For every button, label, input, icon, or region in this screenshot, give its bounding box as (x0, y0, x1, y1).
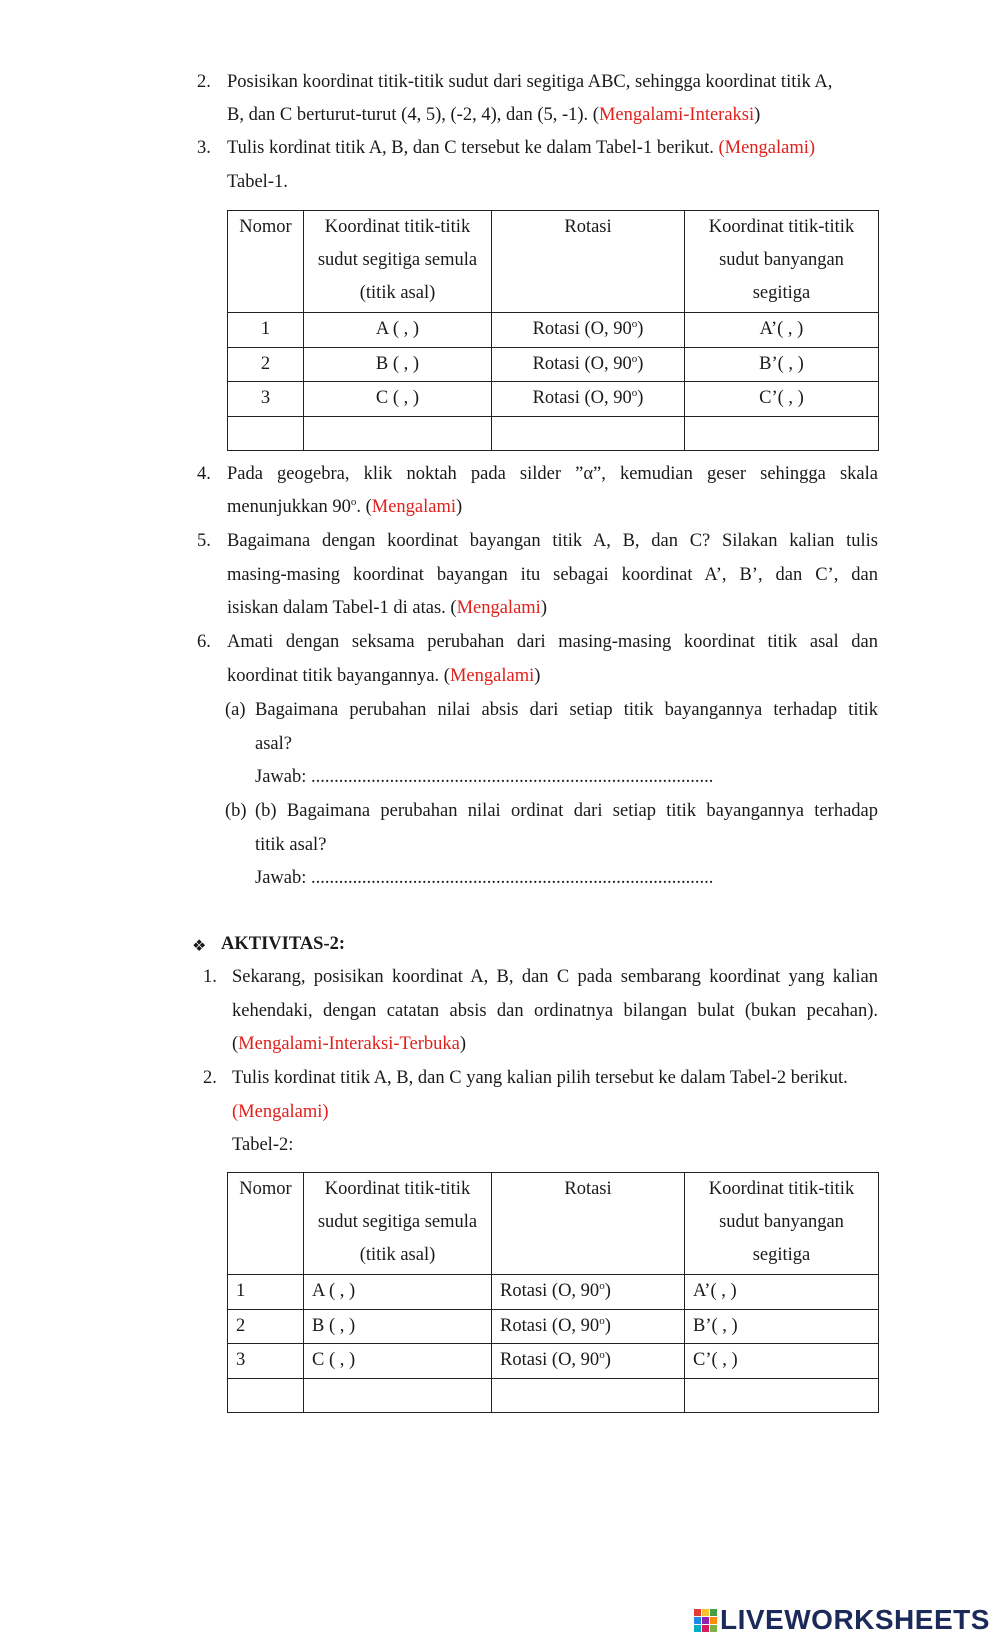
tag-mengalami: Mengalami (598, 105, 684, 125)
akt2-item-1-number: 1. (203, 967, 217, 987)
table-row-empty (228, 417, 879, 451)
cell-bayangan[interactable]: B’( , ) (685, 1310, 879, 1344)
item-2-number: 2. (197, 72, 211, 92)
table-row (228, 348, 879, 382)
cell-asal[interactable]: A ( , ) (304, 313, 492, 348)
sub-a-answer[interactable]: Jawab: ....................................................................................... (255, 767, 714, 787)
item-6-number: 6. (197, 632, 211, 652)
akt2-item-2-line-1: Tulis kordinat titik A, B, dan C yang kalian pilih tersebut ke dalam Tabel-2 berikut. (232, 1068, 848, 1088)
aktivitas-2-title: AKTIVITAS-2: (221, 934, 346, 954)
header-line: (titik asal) (359, 283, 436, 303)
item-3-number: 3. (197, 138, 211, 158)
diamond-bullet-icon: ❖ (192, 936, 207, 955)
paren-close: ) (754, 105, 761, 125)
empty-cell[interactable] (492, 417, 685, 451)
logo-square (694, 1609, 701, 1616)
rot-end: ) (637, 388, 644, 408)
paren-close: ) (534, 666, 541, 686)
item-4-line-2 (227, 495, 463, 517)
table-row-empty (228, 1379, 879, 1413)
table-row (228, 313, 879, 348)
cell-nomor[interactable]: 1 (228, 313, 304, 348)
cell-rotasi (492, 382, 685, 417)
logo-grid-icon (694, 1609, 717, 1632)
cell-bayangan[interactable]: C’( , ) (685, 382, 879, 417)
header-line: Koordinat titik-titik (324, 1179, 471, 1199)
tag-mengalami: Mengalami (238, 1034, 323, 1054)
table-row (228, 382, 879, 417)
paren-close: ) (540, 598, 547, 618)
header-nomor: Nomor (228, 1173, 304, 1275)
cell-asal[interactable]: B ( , ) (304, 1310, 492, 1344)
header-line: Koordinat titik-titik (708, 217, 855, 237)
rot-text: Rotasi (O, 90 (500, 1350, 600, 1370)
liveworksheets-logo[interactable] (694, 1605, 990, 1635)
empty-cell[interactable] (492, 1379, 685, 1413)
tag-mengalami: Mengalami (456, 598, 541, 618)
table-row (228, 1275, 879, 1310)
tag-interaksi: Interaksi (689, 105, 755, 125)
item-5-line-3 (227, 599, 547, 618)
akt2-item-2-number: 2. (203, 1068, 217, 1088)
logo-square (710, 1625, 717, 1632)
tag-mengalami: Mengalami (371, 497, 457, 517)
table-2-caption: Tabel-2: (232, 1135, 294, 1155)
rot-end: ) (637, 319, 644, 339)
cell-nomor[interactable]: 2 (228, 348, 304, 382)
item-3-text: Tulis kordinat titik A, B, dan C tersebut ke dalam Tabel-1 berikut. (227, 138, 714, 158)
rot-end: ) (637, 354, 644, 374)
table-row (228, 1310, 879, 1344)
tag-dash: - (683, 105, 690, 125)
item-6-line-2 (227, 667, 540, 686)
rot-text: Rotasi (O, 90 (500, 1316, 600, 1336)
logo-square (694, 1617, 701, 1624)
item-3-line (227, 139, 815, 158)
rot-end: ) (604, 1350, 611, 1370)
akt2-item-1-line-1: Sekarang, posisikan koordinat A, B, dan C pada sembarang koordinat yang kalian (232, 967, 878, 987)
empty-cell[interactable] (685, 417, 879, 451)
header-koordinat-asal (304, 211, 492, 313)
empty-cell[interactable] (685, 1379, 879, 1413)
cell-bayangan[interactable]: B’( , ) (685, 348, 879, 382)
sub-a-line-2: asal? (255, 734, 292, 754)
paren-close: ) (456, 497, 463, 517)
cell-bayangan[interactable]: A’( , ) (685, 1275, 879, 1310)
empty-cell[interactable] (228, 417, 304, 451)
logo-square (702, 1609, 709, 1616)
table-2 (227, 1172, 879, 1413)
table-1-header-row (228, 211, 879, 313)
tag-interaksi: Interaksi (328, 1034, 394, 1054)
header-line: (titik asal) (359, 1245, 436, 1265)
cell-asal[interactable]: B ( , ) (304, 348, 492, 382)
item-4-text: menunjukkan 90 (227, 497, 351, 517)
item-5-line-1: Bagaimana dengan koordinat bayangan titik A, B, dan C? Silakan kalian tulis (227, 531, 878, 551)
header-line: segitiga (752, 1245, 811, 1265)
item-2-line-2 (227, 106, 760, 125)
degree: o (599, 1314, 605, 1327)
header-koordinat-asal (304, 1173, 492, 1275)
header-line: Koordinat titik-titik (708, 1179, 855, 1199)
cell-bayangan[interactable]: A’( , ) (685, 313, 879, 348)
cell-rotasi (492, 348, 685, 382)
table-row (228, 1344, 879, 1379)
header-line: sudut segitiga semula (317, 1212, 478, 1232)
degree: o (631, 317, 638, 330)
cell-rotasi (492, 1344, 685, 1379)
cell-nomor[interactable]: 3 (228, 382, 304, 417)
header-line: sudut segitiga semula (317, 250, 478, 270)
cell-nomor[interactable]: 1 (228, 1275, 304, 1310)
item-4-text: . ( (356, 497, 372, 517)
logo-square (710, 1617, 717, 1624)
header-line: Koordinat titik-titik (324, 217, 471, 237)
degree: o (599, 1279, 605, 1292)
tag-mengalami: (Mengalami) (718, 138, 816, 158)
rot-text: Rotasi (O, 90 (532, 388, 632, 408)
item-4-number: 4. (197, 464, 211, 484)
cell-asal[interactable]: A ( , ) (304, 1275, 492, 1310)
sub-a-line-1: Bagaimana perubahan nilai absis dari setiap titik bayangannya terhadap titik (255, 700, 878, 720)
degree: o (599, 1348, 605, 1361)
tag-dash: - (322, 1034, 329, 1054)
header-line: segitiga (752, 283, 811, 303)
empty-cell[interactable] (304, 417, 492, 451)
tag-dash: - (393, 1034, 400, 1054)
tag-mengalami: (Mengalami) (232, 1102, 329, 1122)
table-1 (227, 210, 879, 451)
rot-text: Rotasi (O, 90 (500, 1281, 600, 1301)
table-2-header-row (228, 1173, 879, 1275)
cell-bayangan[interactable]: C’( , ) (685, 1344, 879, 1379)
item-2-text: B, dan C berturut-turut (4, 5), (-2, 4), dan (5, -1). ( (227, 105, 599, 125)
cell-rotasi (492, 1275, 685, 1310)
sub-b-answer[interactable]: Jawab: ....................................................................................... (255, 868, 714, 888)
logo-square (710, 1609, 717, 1616)
header-nomor: Nomor (228, 211, 304, 313)
degree: o (350, 495, 357, 508)
empty-cell[interactable] (228, 1379, 304, 1413)
akt2-item-1-line-2: kehendaki, dengan catatan absis dan ordinatnya bilangan bulat (bukan pecahan). (232, 1001, 878, 1021)
cell-nomor[interactable]: 2 (228, 1310, 304, 1344)
tag-terbuka: Terbuka (399, 1034, 460, 1054)
degree: o (631, 352, 638, 365)
item-2-line-1: Posisikan koordinat titik-titik sudut dari segitiga ABC, sehingga koordinat titik A, (227, 72, 833, 92)
item-5-number: 5. (197, 531, 211, 551)
rot-end: ) (604, 1316, 611, 1336)
rot-text: Rotasi (O, 90 (532, 319, 632, 339)
paren-close: ) (459, 1034, 467, 1054)
header-rotasi: Rotasi (492, 211, 685, 313)
rot-text: Rotasi (O, 90 (532, 354, 632, 374)
sub-b-line-2: titik asal? (255, 835, 327, 855)
paren-open: ( (232, 1034, 239, 1054)
item-5-text: isiskan dalam Tabel-1 di atas. ( (227, 598, 457, 618)
logo-square (702, 1617, 709, 1624)
logo-square (702, 1625, 709, 1632)
cell-asal[interactable]: C ( , ) (304, 1344, 492, 1379)
cell-rotasi (492, 1310, 685, 1344)
item-4-line-1: Pada geogebra, klik noktah pada silder ”α”, kemudian geser sehingga skala (227, 464, 878, 484)
item-6-line-1: Amati dengan seksama perubahan dari masing-masing koordinat titik asal dan (227, 632, 878, 652)
header-koordinat-bayangan (685, 211, 879, 313)
sub-a-label: (a) (225, 700, 246, 720)
brand-name: LIVEWORKSHEETS (720, 1604, 990, 1635)
header-line: sudut banyangan (719, 250, 844, 270)
item-6-text: koordinat titik bayangannya. ( (227, 666, 450, 686)
tag-mengalami: Mengalami (449, 666, 535, 686)
akt2-item-1-line-3 (232, 1035, 466, 1054)
item-5-line-2: masing-masing koordinat bayangan itu sebagai koordinat A’, B’, dan C’, dan (227, 565, 878, 585)
rot-end: ) (604, 1281, 611, 1301)
sub-b-label: (b) (225, 801, 247, 821)
header-rotasi: Rotasi (492, 1173, 685, 1275)
cell-asal[interactable]: C ( , ) (304, 382, 492, 417)
empty-cell[interactable] (304, 1379, 492, 1413)
logo-square (694, 1625, 701, 1632)
header-line: sudut banyangan (719, 1212, 844, 1232)
cell-rotasi (492, 313, 685, 348)
table-1-caption: Tabel-1. (227, 172, 288, 192)
cell-nomor[interactable]: 3 (228, 1344, 304, 1379)
degree: o (631, 386, 638, 399)
sub-b-line-1: (b) Bagaimana perubahan nilai ordinat dari setiap titik bayangannya terhadap (255, 801, 878, 821)
header-koordinat-bayangan (685, 1173, 879, 1275)
